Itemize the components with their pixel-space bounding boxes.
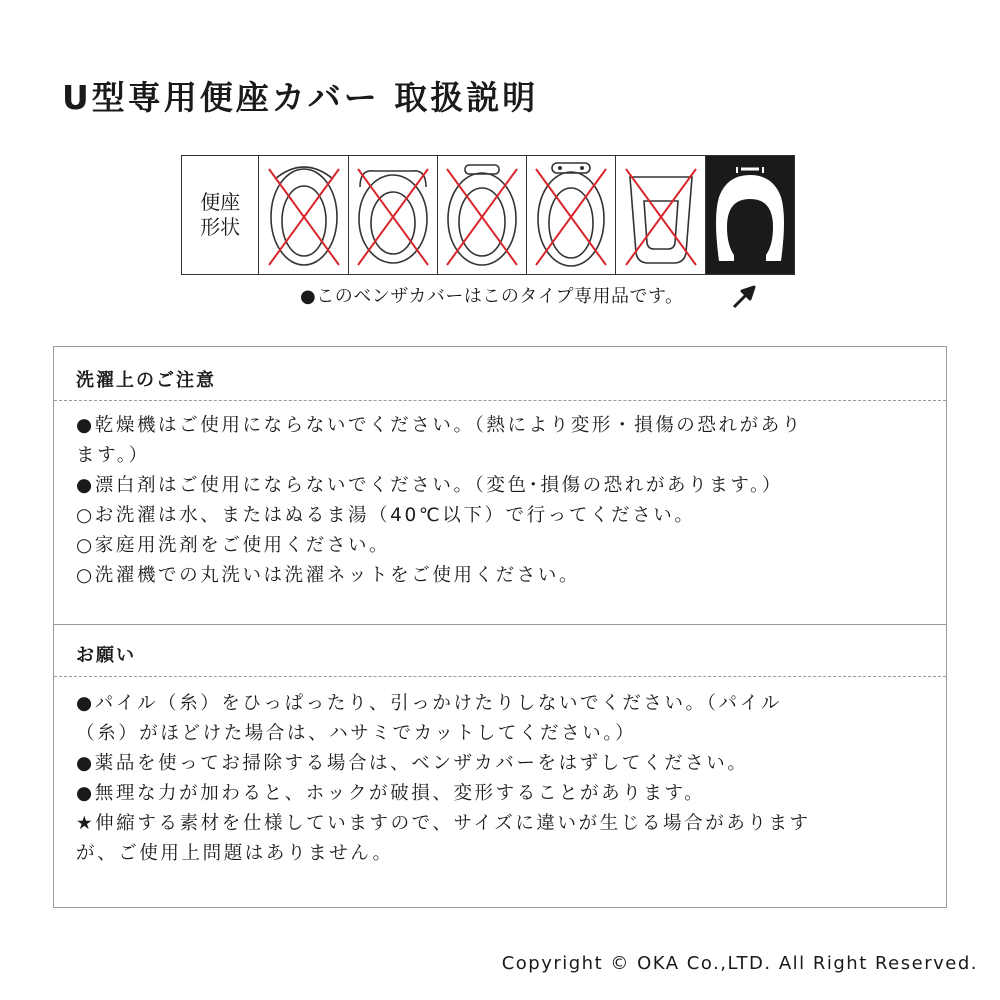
long-oval-seat-crossed-icon (527, 156, 616, 274)
request-line: ★伸縮する素材を仕様していますので、サイズに違いが生じる場合があります (76, 813, 811, 834)
washing-lines (76, 411, 916, 591)
seat-shape-label-line: 形状 (200, 215, 241, 239)
washing-line: ○洗濯機での丸洗いは洗濯ネットをご使用ください。 (76, 565, 581, 586)
page-title: U型専用便座カバー 取扱説明 (62, 78, 539, 117)
washing-line: ●漂白剤はご使用にならないでください。（変色･損傷の恐れがあります。） (76, 475, 783, 496)
compatibility-note: ●このベンザカバーはこのタイプ専用品です。 (300, 286, 684, 307)
elongated-seat-crossed-icon (259, 156, 348, 274)
request-heading: お願い (76, 645, 136, 666)
washing-line: ○お洗濯は水、またはぬるま湯（40℃以下）で行ってください。 (76, 505, 696, 526)
seat-shape-label (182, 156, 259, 274)
request-line: が、ご使用上問題はありません。 (76, 843, 394, 864)
request-lines (76, 689, 916, 869)
u-shape-seat-icon (706, 156, 794, 274)
request-line: ●薬品を使ってお掃除する場合は、ベンザカバーをはずしてください。 (76, 753, 749, 774)
washing-heading: 洗濯上のご注意 (76, 370, 216, 391)
oval-seat-crossed-icon (438, 156, 527, 274)
request-line: ●無理な力が加わると、ホックが破損、変形することがあります。 (76, 783, 706, 804)
copyright: Copyright © OKA Co.,LTD. All Right Reserved. (501, 953, 978, 974)
section-divider (54, 624, 946, 625)
square-seat-crossed-icon (616, 156, 705, 274)
request-line: ●パイル（糸）をひっぱったり、引っかけたりしないでください。（パイル (76, 693, 782, 714)
round-seat-crossed-icon (349, 156, 438, 274)
divider (54, 400, 946, 401)
seat-shape-table (181, 155, 795, 275)
arrow-up-right-icon (730, 283, 756, 311)
instructions-box (53, 346, 947, 908)
washing-line: ○家庭用洗剤をご使用ください。 (76, 535, 391, 556)
seat-shape-label-line: 便座 (200, 190, 241, 214)
washing-line: ●乾燥機はご使用にならないでください。（熱により変形・損傷の恐れがあり (76, 415, 803, 436)
divider (54, 676, 946, 677)
washing-line: ます。） (76, 445, 150, 466)
request-line: （糸）がほどけた場合は、ハサミでカットしてください。） (76, 723, 637, 744)
